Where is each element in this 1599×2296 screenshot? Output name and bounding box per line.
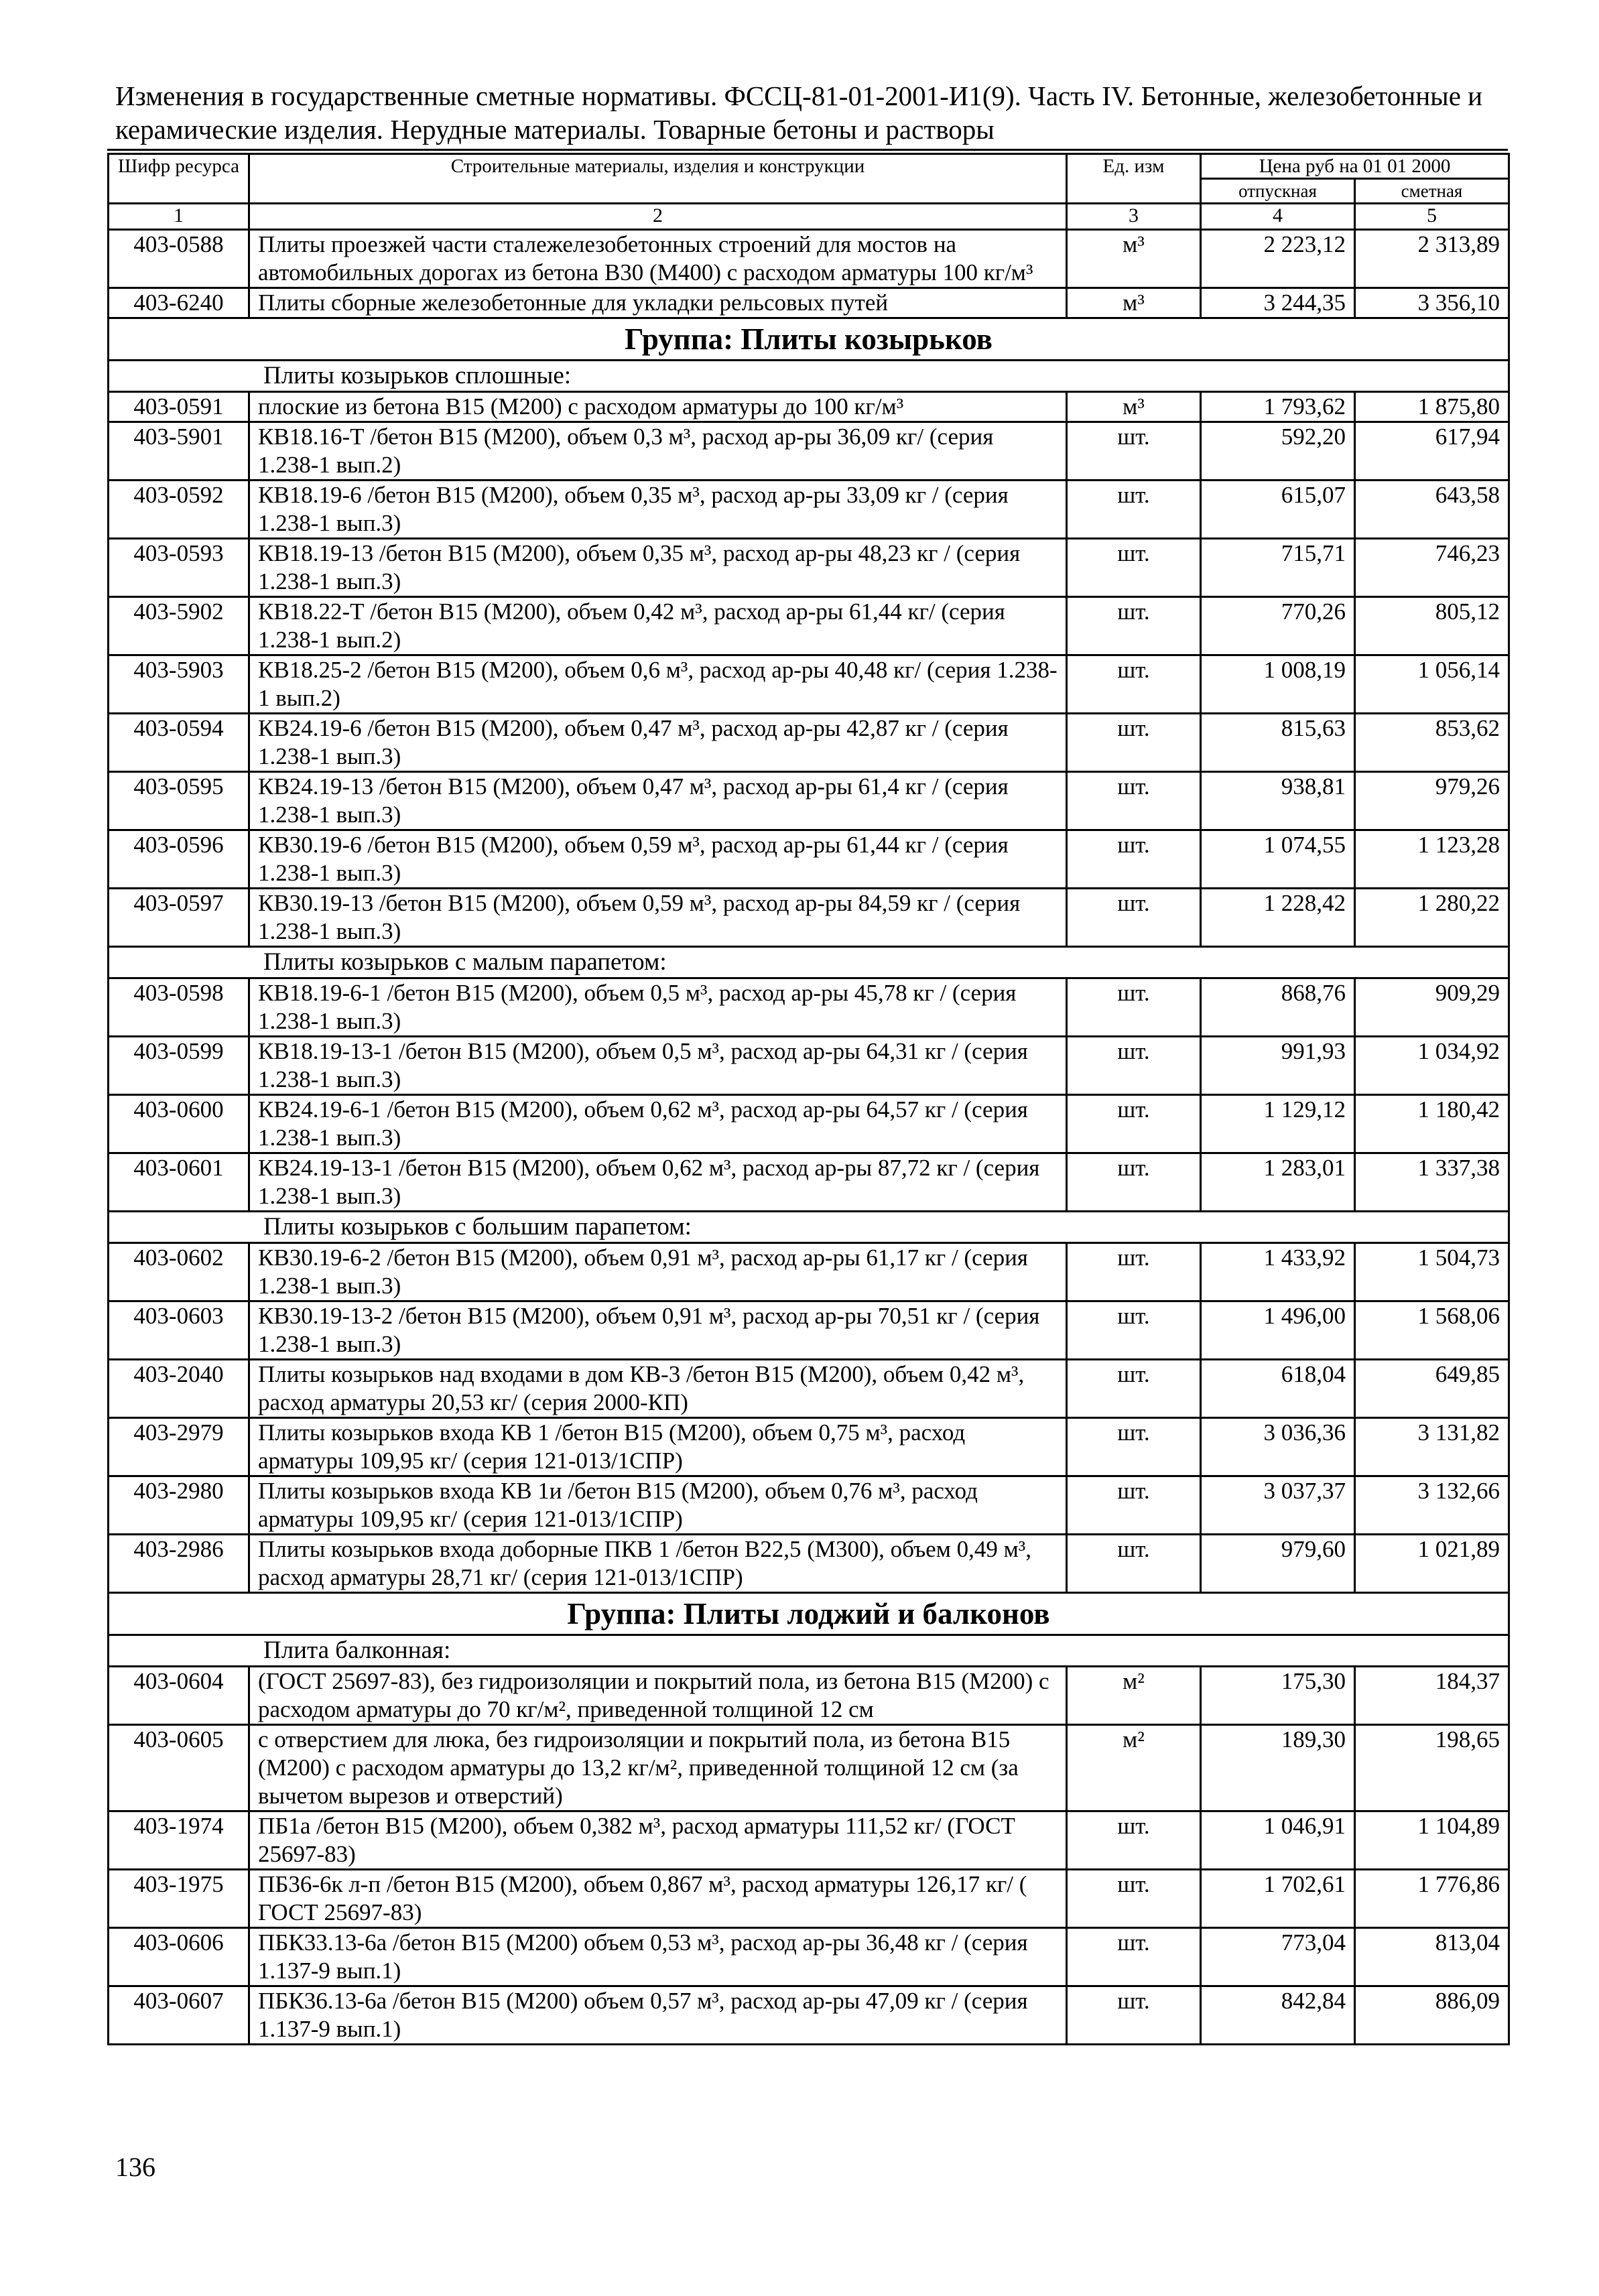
estimate-price: 909,29 — [1355, 978, 1509, 1037]
table-row — [109, 1667, 1509, 1725]
release-price: 1 008,19 — [1201, 655, 1355, 714]
estimate-price: 184,37 — [1355, 1667, 1509, 1725]
table-row — [109, 714, 1509, 772]
resource-code: 403-1974 — [109, 1811, 249, 1870]
item-description: КВ30.19-6-2 /бетон В15 (М200), объем 0,91 м³, расход ар-ры 61,17 кг / (серия 1.238-1 вып.3) — [249, 1243, 1067, 1301]
release-price: 3 244,35 — [1201, 288, 1355, 318]
estimate-price: 1 776,86 — [1355, 1870, 1509, 1928]
item-description: КВ18.19-13-1 /бетон В15 (М200), объем 0,5 м³, расход ар-ры 64,31 кг / (серия 1.238-1 вып.3) — [249, 1037, 1067, 1095]
resource-code: 403-0591 — [109, 392, 249, 422]
estimate-price: 1 034,92 — [1355, 1037, 1509, 1095]
unit-cell: шт. — [1067, 1418, 1201, 1476]
table-row — [109, 1418, 1509, 1476]
table-row — [109, 1243, 1509, 1301]
item-description: Плиты проезжей части сталежелезобетонных строений для мостов на автомобильных дорогах из бетона В30 (М400) с расходом арматуры 100 кг/м³ — [249, 230, 1067, 288]
unit-cell: шт. — [1067, 597, 1201, 655]
item-description: ПБ36-6к л-п /бетон В15 (М200), объем 0,867 м³, расход арматуры 126,17 кг/ ( ГОСТ 25697-83) — [249, 1870, 1067, 1928]
table-row — [109, 422, 1509, 481]
item-description: Плиты козырьков входа доборные ПКВ 1 /бетон В22,5 (М300), объем 0,49 м³, расход арматуры 28,71 кг/ (серия 121-013/1СПР) — [249, 1535, 1067, 1593]
group-title: Группа: Плиты лоджий и балконов — [109, 1593, 1509, 1635]
unit-cell: шт. — [1067, 714, 1201, 772]
release-price: 615,07 — [1201, 481, 1355, 539]
item-description: ПБ1а /бетон В15 (М200), объем 0,382 м³, расход арматуры 111,52 кг/ (ГОСТ 25697-83) — [249, 1811, 1067, 1870]
unit-cell: шт. — [1067, 422, 1201, 481]
resource-code: 403-2980 — [109, 1476, 249, 1535]
release-price: 1 074,55 — [1201, 830, 1355, 889]
item-description: Плиты козырьков входа КВ 1и /бетон В15 (М200), объем 0,76 м³, расход арматуры 109,95 кг/ (серия 121-013/1СПР) — [249, 1476, 1067, 1535]
unit-cell: шт. — [1067, 1811, 1201, 1870]
unit-cell: м³ — [1067, 288, 1201, 318]
unit-cell: шт. — [1067, 1870, 1201, 1928]
group-title-row — [109, 318, 1509, 361]
release-price: 618,04 — [1201, 1360, 1355, 1418]
release-price: 979,60 — [1201, 1535, 1355, 1593]
unit-cell: шт. — [1067, 481, 1201, 539]
release-price: 189,30 — [1201, 1725, 1355, 1811]
estimate-price: 3 132,66 — [1355, 1476, 1509, 1535]
resource-code: 403-0606 — [109, 1928, 249, 1986]
table-header-row — [109, 154, 1509, 179]
subgroup-row — [109, 1212, 1509, 1243]
item-description: КВ30.19-13 /бетон В15 (М200), объем 0,59 м³, расход ар-ры 84,59 кг / (серия 1.238-1 вып.3) — [249, 889, 1067, 947]
estimate-price: 1 875,80 — [1355, 392, 1509, 422]
resource-code: 403-2040 — [109, 1360, 249, 1418]
estimate-price: 746,23 — [1355, 539, 1509, 597]
col-number: 4 — [1201, 204, 1355, 230]
table-row — [109, 830, 1509, 889]
item-description: КВ18.19-6-1 /бетон В15 (М200), объем 0,5 м³, расход ар-ры 45,78 кг / (серия 1.238-1 вып.3) — [249, 978, 1067, 1037]
item-description: КВ18.25-2 /бетон В15 (М200), объем 0,6 м³, расход ар-ры 40,48 кг/ (серия 1.238-1 вып.2) — [249, 655, 1067, 714]
estimate-price: 1 123,28 — [1355, 830, 1509, 889]
group-title-row — [109, 1593, 1509, 1635]
table-row — [109, 230, 1509, 288]
release-price: 868,76 — [1201, 978, 1355, 1037]
table-row — [109, 1986, 1509, 2045]
release-price: 715,71 — [1201, 539, 1355, 597]
subgroup-title: Плиты козырьков сплошные: — [109, 361, 1509, 392]
unit-cell: шт. — [1067, 889, 1201, 947]
table-row — [109, 889, 1509, 947]
page-number: 136 — [115, 2152, 155, 2182]
resource-code: 403-0601 — [109, 1153, 249, 1212]
table-row — [109, 1928, 1509, 1986]
item-description: КВ18.22-Т /бетон В15 (М200), объем 0,42 м³, расход ар-ры 61,44 кг/ (серия 1.238-1 вып.2) — [249, 597, 1067, 655]
item-description: ПБК33.13-6а /бетон В15 (М200) объем 0,53 м³, расход ар-ры 36,48 кг / (серия 1.137-9 вып.1) — [249, 1928, 1067, 1986]
item-description: плоские из бетона В15 (М200) с расходом арматуры до 100 кг/м³ — [249, 392, 1067, 422]
resource-code: 403-5903 — [109, 655, 249, 714]
item-description: КВ24.19-13-1 /бетон В15 (М200), объем 0,62 м³, расход ар-ры 87,72 кг / (серия 1.238-1 вып.3) — [249, 1153, 1067, 1212]
unit-cell: шт. — [1067, 1301, 1201, 1360]
subgroup-title: Плиты козырьков с большим парапетом: — [109, 1212, 1509, 1243]
unit-cell: шт. — [1067, 1360, 1201, 1418]
estimate-price: 805,12 — [1355, 597, 1509, 655]
estimate-price: 1 180,42 — [1355, 1095, 1509, 1153]
table-row — [109, 772, 1509, 830]
release-price: 592,20 — [1201, 422, 1355, 481]
resource-code: 403-0602 — [109, 1243, 249, 1301]
release-price: 2 223,12 — [1201, 230, 1355, 288]
resource-code: 403-0594 — [109, 714, 249, 772]
release-price: 1 046,91 — [1201, 1811, 1355, 1870]
release-price: 938,81 — [1201, 772, 1355, 830]
release-price: 991,93 — [1201, 1037, 1355, 1095]
table-row — [109, 1725, 1509, 1811]
table-row — [109, 1095, 1509, 1153]
estimate-price: 649,85 — [1355, 1360, 1509, 1418]
table-row — [109, 655, 1509, 714]
unit-cell: шт. — [1067, 1243, 1201, 1301]
resource-code: 403-1975 — [109, 1870, 249, 1928]
item-description: КВ18.19-6 /бетон В15 (М200), объем 0,35 м³, расход ар-ры 33,09 кг / (серия 1.238-1 вып.3) — [249, 481, 1067, 539]
resource-code: 403-2979 — [109, 1418, 249, 1476]
col-number: 5 — [1355, 204, 1509, 230]
unit-cell: шт. — [1067, 1986, 1201, 2045]
release-price: 815,63 — [1201, 714, 1355, 772]
column-number-row — [109, 204, 1509, 230]
unit-cell: м² — [1067, 1725, 1201, 1811]
release-price: 175,30 — [1201, 1667, 1355, 1725]
resource-code: 403-0604 — [109, 1667, 249, 1725]
item-description: с отверстием для люка, без гидроизоляции и покрытий пола, из бетона В15 (М200) с расходом арматуры до 13,2 кг/м², приведенной толщиной 12 см (за вычетом вырезов и отверстий) — [249, 1725, 1067, 1811]
estimate-price: 617,94 — [1355, 422, 1509, 481]
resource-code: 403-0603 — [109, 1301, 249, 1360]
unit-cell: шт. — [1067, 1037, 1201, 1095]
resource-code: 403-0593 — [109, 539, 249, 597]
resource-code: 403-0607 — [109, 1986, 249, 2045]
unit-cell: шт. — [1067, 978, 1201, 1037]
item-description: ПБК36.13-6а /бетон В15 (М200) объем 0,57 м³, расход ар-ры 47,09 кг / (серия 1.137-9 вып.1) — [249, 1986, 1067, 2045]
table-row — [109, 597, 1509, 655]
table-row — [109, 978, 1509, 1037]
item-description: Плиты сборные железобетонные для укладки рельсовых путей — [249, 288, 1067, 318]
release-price: 1 496,00 — [1201, 1301, 1355, 1360]
subgroup-row — [109, 361, 1509, 392]
resource-code: 403-0599 — [109, 1037, 249, 1095]
resource-code: 403-6240 — [109, 288, 249, 318]
estimate-price: 3 131,82 — [1355, 1418, 1509, 1476]
release-price: 1 129,12 — [1201, 1095, 1355, 1153]
resource-code: 403-5901 — [109, 422, 249, 481]
resource-code: 403-2986 — [109, 1535, 249, 1593]
resource-code: 403-0592 — [109, 481, 249, 539]
release-price: 1 702,61 — [1201, 1870, 1355, 1928]
item-description: КВ18.19-13 /бетон В15 (М200), объем 0,35 м³, расход ар-ры 48,23 кг / (серия 1.238-1 вып.3) — [249, 539, 1067, 597]
col-number: 3 — [1067, 204, 1201, 230]
col-unit-header: Ед. изм — [1067, 154, 1201, 204]
item-description: КВ18.16-Т /бетон В15 (М200), объем 0,3 м³, расход ар-ры 36,09 кг/ (серия 1.238-1 вып.2) — [249, 422, 1067, 481]
item-description: КВ24.19-13 /бетон В15 (М200), объем 0,47 м³, расход ар-ры 61,4 кг / (серия 1.238-1 вып.3) — [249, 772, 1067, 830]
estimate-price: 2 313,89 — [1355, 230, 1509, 288]
item-description: КВ24.19-6-1 /бетон В15 (М200), объем 0,62 м³, расход ар-ры 64,57 кг / (серия 1.238-1 вып.3) — [249, 1095, 1067, 1153]
col-release-header: отпускная — [1201, 179, 1355, 204]
table-row — [109, 1870, 1509, 1928]
table-row — [109, 1811, 1509, 1870]
resource-code: 403-0598 — [109, 978, 249, 1037]
col-estimate-header: сметная — [1355, 179, 1509, 204]
item-description: Плиты козырьков входа КВ 1 /бетон В15 (М200), объем 0,75 м³, расход арматуры 109,95 кг/ (серия 121-013/1СПР) — [249, 1418, 1067, 1476]
item-description: (ГОСТ 25697-83), без гидроизоляции и покрытий пола, из бетона В15 (М200) с расходом арматуры до 70 кг/м², приведенной толщиной 12 см — [249, 1667, 1067, 1725]
header-line-1: Изменения в государственные сметные нормативы. ФССЦ-81-01-2001-И1(9). Часть IV. Бетонные, железобетонные и — [115, 80, 1483, 111]
table-row — [109, 1037, 1509, 1095]
unit-cell: м² — [1067, 1667, 1201, 1725]
resource-code: 403-0588 — [109, 230, 249, 288]
table-row — [109, 1360, 1509, 1418]
unit-cell: шт. — [1067, 539, 1201, 597]
release-price: 842,84 — [1201, 1986, 1355, 2045]
table-row — [109, 1301, 1509, 1360]
estimate-price: 1 104,89 — [1355, 1811, 1509, 1870]
group-title: Группа: Плиты козырьков — [109, 318, 1509, 361]
item-description: КВ30.19-6 /бетон В15 (М200), объем 0,59 м³, расход ар-ры 61,44 кг / (серия 1.238-1 вып.3) — [249, 830, 1067, 889]
subgroup-title: Плита балконная: — [109, 1635, 1509, 1667]
estimate-price: 1 337,38 — [1355, 1153, 1509, 1212]
col-number: 1 — [109, 204, 249, 230]
estimate-price: 1 280,22 — [1355, 889, 1509, 947]
estimate-price: 1 568,06 — [1355, 1301, 1509, 1360]
unit-cell: шт. — [1067, 1095, 1201, 1153]
col-price-header: Цена руб на 01 01 2000 — [1201, 154, 1509, 179]
unit-cell: шт. — [1067, 1476, 1201, 1535]
estimate-price: 853,62 — [1355, 714, 1509, 772]
unit-cell: шт. — [1067, 1153, 1201, 1212]
page-header — [115, 79, 1509, 146]
table-row — [109, 1153, 1509, 1212]
unit-cell: шт. — [1067, 1535, 1201, 1593]
resource-code: 403-0595 — [109, 772, 249, 830]
table-row — [109, 539, 1509, 597]
release-price: 1 433,92 — [1201, 1243, 1355, 1301]
header-line-2: керамические изделия. Нерудные материалы. Товарные бетоны и растворы — [115, 114, 995, 145]
estimate-price: 643,58 — [1355, 481, 1509, 539]
estimate-price: 198,65 — [1355, 1725, 1509, 1811]
unit-cell: шт. — [1067, 772, 1201, 830]
table-row — [109, 1535, 1509, 1593]
release-price: 1 228,42 — [1201, 889, 1355, 947]
table-row — [109, 288, 1509, 318]
unit-cell: шт. — [1067, 655, 1201, 714]
release-price: 3 037,37 — [1201, 1476, 1355, 1535]
table-row — [109, 1476, 1509, 1535]
unit-cell: шт. — [1067, 1928, 1201, 1986]
unit-cell: м³ — [1067, 230, 1201, 288]
release-price: 3 036,36 — [1201, 1418, 1355, 1476]
subgroup-title: Плиты козырьков с малым парапетом: — [109, 947, 1509, 978]
item-description: КВ30.19-13-2 /бетон В15 (М200), объем 0,91 м³, расход ар-ры 70,51 кг / (серия 1.238-1 вып.3) — [249, 1301, 1067, 1360]
release-price: 1 793,62 — [1201, 392, 1355, 422]
estimate-price: 813,04 — [1355, 1928, 1509, 1986]
resource-code: 403-5902 — [109, 597, 249, 655]
release-price: 1 283,01 — [1201, 1153, 1355, 1212]
price-table — [107, 153, 1510, 2045]
estimate-price: 1 021,89 — [1355, 1535, 1509, 1593]
estimate-price: 1 504,73 — [1355, 1243, 1509, 1301]
col-code-header: Шифр ресурса — [109, 154, 249, 204]
resource-code: 403-0596 — [109, 830, 249, 889]
release-price: 773,04 — [1201, 1928, 1355, 1986]
subgroup-row — [109, 947, 1509, 978]
item-description: КВ24.19-6 /бетон В15 (М200), объем 0,47 м³, расход ар-ры 42,87 кг / (серия 1.238-1 вып.3) — [249, 714, 1067, 772]
table-row — [109, 481, 1509, 539]
release-price: 770,26 — [1201, 597, 1355, 655]
estimate-price: 1 056,14 — [1355, 655, 1509, 714]
estimate-price: 3 356,10 — [1355, 288, 1509, 318]
col-number: 2 — [249, 204, 1067, 230]
header-rule — [107, 149, 1508, 151]
col-name-header: Строительные материалы, изделия и конструкции — [249, 154, 1067, 204]
table-row — [109, 392, 1509, 422]
subgroup-row — [109, 1635, 1509, 1667]
resource-code: 403-0600 — [109, 1095, 249, 1153]
unit-cell: шт. — [1067, 830, 1201, 889]
item-description: Плиты козырьков над входами в дом КВ-3 /бетон В15 (М200), объем 0,42 м³, расход арматуры 20,53 кг/ (серия 2000-КП) — [249, 1360, 1067, 1418]
estimate-price: 886,09 — [1355, 1986, 1509, 2045]
estimate-price: 979,26 — [1355, 772, 1509, 830]
resource-code: 403-0597 — [109, 889, 249, 947]
unit-cell: м³ — [1067, 392, 1201, 422]
resource-code: 403-0605 — [109, 1725, 249, 1811]
